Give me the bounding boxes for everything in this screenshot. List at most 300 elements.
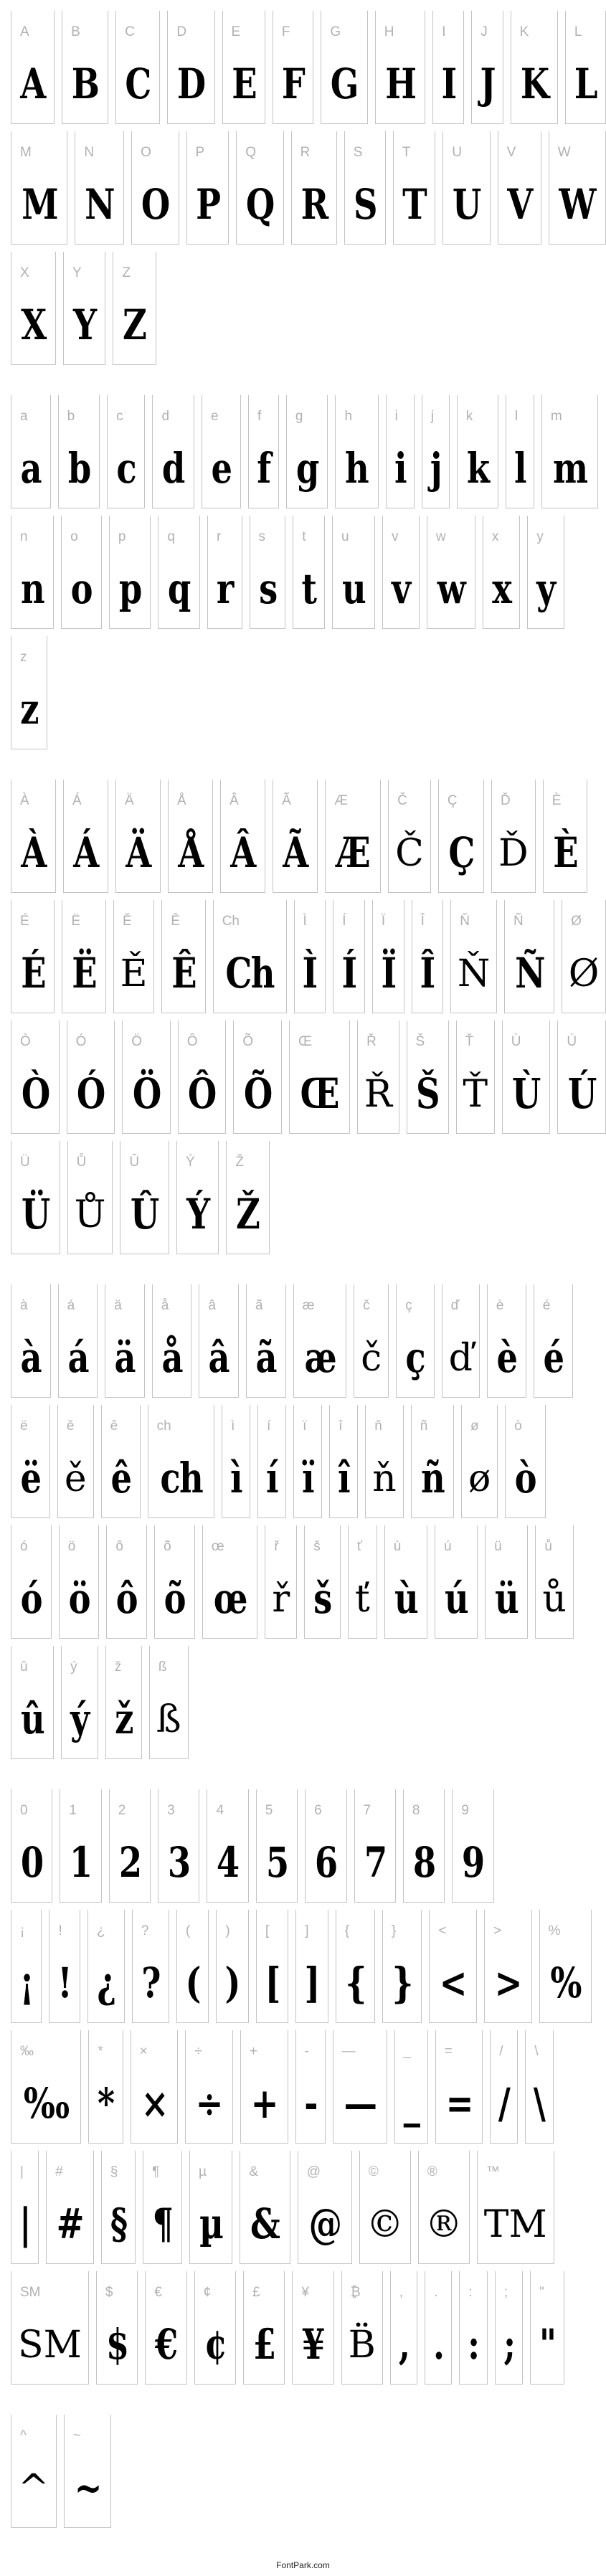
glyph-cell [11, 2271, 89, 2385]
glyph-label: 3 [167, 1803, 175, 1818]
glyph-sample: ó [20, 1574, 42, 1623]
glyph-sample: 0 [20, 1838, 43, 1887]
glyph-sample: ř [272, 1578, 290, 1621]
glyph-sample: U [453, 180, 480, 229]
glyph-cell [176, 1141, 219, 1254]
glyph-label: a [20, 409, 28, 424]
glyph-sample: / [498, 2079, 510, 2128]
glyph-sample: ) [224, 1959, 240, 2007]
glyph-cell [435, 1525, 478, 1639]
glyph-cell [565, 11, 606, 124]
glyph-sample: ^ [18, 2467, 49, 2510]
glyph-cell [11, 1525, 52, 1639]
glyph-label: 5 [265, 1803, 273, 1818]
glyph-cell [63, 780, 108, 893]
glyph-label: ë [20, 1419, 28, 1434]
glyph-cell [304, 1525, 341, 1639]
glyph-cell [429, 1910, 477, 2023]
glyph-sample: Á [73, 828, 98, 877]
glyph-cell [243, 2271, 285, 2385]
glyph-sample: { [345, 1959, 366, 2007]
glyph-cell [189, 2151, 232, 2264]
glyph-label: ; [503, 2285, 508, 2300]
glyph-label: Y [72, 265, 82, 280]
glyph-sample: u [342, 564, 366, 613]
glyph-sample: ÷ [195, 2079, 223, 2128]
glyph-cell [199, 1284, 239, 1398]
glyph-sample: ß [156, 1698, 181, 1741]
glyph-cell [58, 395, 100, 508]
glyph-label: < [438, 1923, 447, 1938]
glyph-cell [459, 2271, 487, 2385]
glyph-sample: § [110, 2199, 127, 2248]
glyph-cell [418, 2151, 470, 2264]
glyph-cell [295, 1910, 328, 2023]
glyph-label: æ [302, 1298, 315, 1313]
glyph-label: ø [470, 1419, 479, 1434]
glyph-sample: Š [416, 1069, 440, 1118]
glyph-label: % [548, 1923, 561, 1938]
glyph-sample: ( [185, 1959, 200, 2007]
glyph-label: p [118, 529, 126, 544]
glyph-cell [354, 1789, 396, 1903]
glyph-cell [487, 1284, 526, 1398]
glyph-cell [452, 1789, 493, 1903]
glyph-cell [293, 1405, 322, 1518]
glyph-label: ý [70, 1659, 77, 1675]
glyph-cell [11, 395, 51, 508]
glyph-sample: é [543, 1333, 564, 1382]
glyph-cell [61, 1646, 98, 1759]
glyph-cell [411, 1405, 454, 1518]
glyph-sample: ch [159, 1454, 202, 1502]
glyph-sample: ! [57, 1959, 72, 2007]
glyph-cell [293, 516, 325, 629]
glyph-sample: ? [141, 1959, 160, 2007]
glyph-label: c [116, 409, 123, 424]
glyph-cell [333, 900, 365, 1013]
glyph-label: µ [198, 2164, 207, 2179]
glyph-cell [154, 1525, 195, 1639]
glyph-cell [115, 780, 161, 893]
glyph-cell [120, 1141, 169, 1254]
glyph-sample: Ï [381, 949, 396, 998]
glyph-cell [471, 11, 503, 124]
glyph-label: w [435, 529, 446, 544]
glyph-sample: Ê [171, 949, 196, 998]
glyph-label: Ò [20, 1034, 31, 1049]
glyph-cell [109, 516, 151, 629]
glyph-sample: # [56, 2199, 84, 2248]
glyph-cell [246, 1284, 286, 1398]
glyph-cell [388, 780, 431, 893]
glyph-sample: H [384, 60, 416, 108]
glyph-label: C [125, 24, 135, 39]
glyph-cell [530, 2271, 564, 2385]
glyph-sample: n [21, 564, 44, 613]
glyph-sample: _ [403, 2079, 419, 2128]
glyph-sample: µ [199, 2199, 223, 2248]
glyph-cell [11, 1910, 42, 2023]
glyph-cell [11, 516, 54, 629]
glyph-sample: Ů [74, 1193, 106, 1236]
glyph-label: ß [158, 1659, 167, 1675]
glyph-cell [167, 11, 214, 124]
glyph-sample: C [125, 60, 151, 108]
glyph-label: Æ [334, 793, 349, 808]
glyph-sample: x [492, 564, 511, 613]
glyph-sample: Å [178, 828, 203, 877]
glyph-label: [ [265, 1923, 270, 1938]
glyph-cell [75, 131, 124, 245]
glyph-cell [256, 1910, 288, 2023]
glyph-label: í [267, 1419, 271, 1434]
glyph-cell [527, 516, 564, 629]
glyph-label: ¿ [96, 1923, 105, 1938]
glyph-cell [11, 2151, 39, 2264]
glyph-label: š [313, 1539, 321, 1554]
glyph-cell [435, 2030, 483, 2144]
glyph-cell [233, 1021, 282, 1134]
glyph-cell [11, 1789, 52, 1903]
glyph-sample: Q [246, 180, 274, 229]
glyph-sample: Õ [243, 1069, 272, 1118]
glyph-label: Í [342, 914, 346, 929]
glyph-sample: Ç [448, 828, 474, 877]
glyph-row [11, 1141, 606, 1254]
glyph-label: P [195, 145, 205, 160]
glyph-sample: à [20, 1333, 42, 1382]
glyph-cell [491, 780, 536, 893]
glyph-label: ~ [72, 2428, 81, 2443]
glyph-label: Ť [465, 1034, 474, 1049]
glyph-label: Q [245, 145, 257, 160]
glyph-label: ^ [20, 2428, 27, 2443]
glyph-cell [295, 2030, 326, 2144]
glyph-sample: Ù [512, 1069, 540, 1118]
glyph-sample: ě [64, 1457, 87, 1500]
glyph-sample: Ž [236, 1190, 260, 1239]
glyph-sample: ü [495, 1574, 519, 1623]
glyph-cell [11, 636, 47, 749]
glyph-label: à [20, 1298, 28, 1313]
glyph-label: n [20, 529, 28, 544]
glyph-cell [505, 1405, 546, 1518]
footer-brand: FontPark.com [276, 2560, 330, 2570]
glyph-label: € [154, 2285, 162, 2300]
glyph-label: — [341, 2044, 356, 2059]
glyph-label: Ä [125, 793, 134, 808]
glyph-sample: Ň [457, 952, 491, 995]
glyph-label: ď [450, 1298, 460, 1313]
glyph-sample: D [177, 60, 205, 108]
glyph-cell [11, 1021, 60, 1134]
glyph-sample: 2 [118, 1838, 141, 1887]
section-lowercase-basic [0, 395, 606, 749]
glyph-cell [62, 11, 108, 124]
glyph-label: © [368, 2164, 379, 2179]
glyph-label: ů [544, 1539, 552, 1554]
glyph-cell [87, 1910, 125, 2023]
glyph-cell [382, 1910, 422, 2023]
glyph-sample: g [295, 444, 318, 493]
glyph-label: > [493, 1923, 502, 1938]
glyph-label: è [496, 1298, 504, 1313]
glyph-label: ú [443, 1539, 452, 1554]
glyph-cell [101, 2151, 136, 2264]
glyph-sample: - [303, 2079, 317, 2128]
glyph-row [11, 1021, 606, 1134]
glyph-sample: 4 [217, 1838, 239, 1887]
glyph-label: { [344, 1923, 350, 1938]
glyph-row [11, 780, 606, 893]
glyph-cell [396, 1284, 434, 1398]
glyph-cell [49, 1910, 80, 2023]
glyph-label: Ê [171, 914, 180, 929]
glyph-label: Z [122, 265, 131, 280]
glyph-label: | [20, 2164, 24, 2179]
glyph-label: ž [114, 1659, 122, 1675]
glyph-row [11, 636, 606, 749]
glyph-label: J [480, 24, 488, 39]
glyph-cell [178, 1021, 227, 1134]
glyph-sample: Û [131, 1190, 159, 1239]
glyph-cell [543, 780, 587, 893]
glyph-sample: M [21, 180, 57, 229]
glyph-sample: T [402, 180, 427, 229]
glyph-cell [60, 1789, 101, 1903]
glyph-sample: Ã [283, 828, 308, 877]
glyph-cell [292, 2271, 333, 2385]
glyph-sample: f [257, 444, 270, 493]
glyph-label: Ř [366, 1034, 377, 1049]
glyph-sample: ã [255, 1333, 277, 1382]
glyph-label: Ó [75, 1034, 87, 1049]
glyph-row [11, 1910, 606, 2023]
glyph-label: Ø [571, 914, 582, 929]
glyph-cell [202, 395, 241, 508]
glyph-cell [393, 131, 435, 245]
glyph-sample: @ [308, 2199, 341, 2248]
glyph-sample: Ì [302, 949, 317, 998]
glyph-sample: m [552, 444, 587, 493]
glyph-label: ® [427, 2164, 437, 2179]
glyph-sample: i [394, 444, 406, 493]
glyph-sample: 8 [412, 1838, 435, 1887]
glyph-cell [88, 2030, 123, 2144]
glyph-sample: € [155, 2320, 177, 2369]
glyph-sample: ň [372, 1457, 397, 1500]
glyph-sample: X [21, 300, 46, 349]
glyph-cell [477, 2151, 554, 2264]
glyph-sample: h [345, 444, 369, 493]
glyph-cell [384, 1525, 427, 1639]
glyph-label: ñ [420, 1419, 428, 1434]
glyph-row [11, 2415, 606, 2528]
glyph-cell [161, 900, 205, 1013]
glyph-sample: S [353, 180, 377, 229]
glyph-label: Ù [511, 1034, 521, 1049]
glyph-sample: < [440, 1959, 467, 2007]
glyph-label: j [430, 409, 434, 424]
glyph-row [11, 1646, 606, 1759]
glyph-label: ¡ [20, 1923, 25, 1938]
glyph-cell [365, 1405, 404, 1518]
glyph-sample: 9 [462, 1838, 484, 1887]
glyph-row [11, 2151, 606, 2264]
glyph-cell [534, 1284, 573, 1398]
glyph-cell [202, 1525, 258, 1639]
section-lowercase-accented [0, 1284, 606, 1759]
glyph-sample: ¡ [19, 1959, 34, 2007]
glyph-cell [333, 2030, 387, 2144]
glyph-label: ť [356, 1539, 363, 1554]
glyph-row [11, 395, 606, 508]
glyph-label: U [452, 145, 462, 160]
glyph-sample: Ë [72, 949, 97, 998]
glyph-sample: È [552, 828, 577, 877]
glyph-sample: © [366, 2203, 404, 2246]
glyph-cell [11, 900, 55, 1013]
glyph-label: T [402, 145, 411, 160]
glyph-cell [64, 2415, 112, 2528]
glyph-cell [59, 1525, 100, 1639]
glyph-sample: è [496, 1333, 517, 1382]
glyph-sample: * [98, 2079, 114, 2128]
glyph-sample: ¿ [97, 1959, 115, 2007]
glyph-label: ? [141, 1923, 149, 1938]
glyph-cell [549, 131, 606, 245]
section-uppercase-accented [0, 780, 606, 1254]
glyph-label: ô [115, 1539, 123, 1554]
glyph-cell [143, 2151, 182, 2264]
glyph-label: 7 [363, 1803, 371, 1818]
glyph-label: Û [129, 1155, 140, 1170]
glyph-sample: E [231, 60, 256, 108]
glyph-label: ù [393, 1539, 402, 1554]
glyph-sample: > [494, 1959, 521, 2007]
glyph-sample: Ě [120, 952, 148, 995]
glyph-label: ì [231, 1419, 235, 1434]
glyph-cell [506, 395, 534, 508]
glyph-sample: + [250, 2079, 278, 2128]
glyph-cell [131, 2030, 179, 2144]
glyph-cell [105, 1646, 142, 1759]
glyph-sample: y [536, 564, 555, 613]
glyph-label: = [444, 2044, 453, 2059]
glyph-label: _ [403, 2044, 412, 2059]
glyph-label: É [20, 914, 29, 929]
glyph-sample: ¢ [204, 2320, 227, 2369]
glyph-sample: ž [114, 1695, 133, 1743]
glyph-label: $ [105, 2285, 113, 2300]
glyph-sample: â [208, 1333, 229, 1382]
glyph-sample: í [266, 1454, 278, 1502]
glyph-label: 9 [461, 1803, 469, 1818]
glyph-label: 6 [314, 1803, 322, 1818]
glyph-label: M [20, 145, 32, 160]
glyph-cell [256, 1789, 298, 1903]
glyph-label: Õ [242, 1034, 254, 1049]
glyph-cell [457, 395, 498, 508]
glyph-label: W [557, 145, 571, 160]
glyph-sample: Ø [568, 952, 600, 995]
glyph-sample: ñ [420, 1454, 444, 1502]
glyph-label: ™ [486, 2164, 500, 2179]
glyph-label: ¶ [152, 2164, 160, 2179]
glyph-cell [390, 2271, 417, 2385]
glyph-label: \ [534, 2044, 539, 2059]
glyph-cell [222, 11, 265, 124]
glyph-label: - [304, 2044, 309, 2059]
glyph-sample: ú [444, 1574, 468, 1623]
glyph-sample: 5 [265, 1838, 288, 1887]
glyph-label: / [499, 2044, 503, 2059]
glyph-cell [535, 1525, 574, 1639]
glyph-label: G [330, 24, 341, 39]
glyph-cell [293, 1284, 347, 1398]
glyph-sample: z [20, 685, 38, 734]
glyph-label: ï [303, 1419, 307, 1434]
glyph-cell [11, 1405, 50, 1518]
glyph-cell [432, 11, 464, 124]
glyph-cell [58, 1284, 98, 1398]
glyph-label: L [574, 24, 582, 39]
glyph-cell [236, 131, 283, 245]
glyph-label: Ď [501, 793, 511, 808]
glyph-label: & [249, 2164, 259, 2179]
glyph-label: A [20, 24, 29, 39]
glyph-sample: W [559, 180, 596, 229]
glyph-cell [240, 2151, 290, 2264]
glyph-label: Ch [222, 914, 240, 929]
glyph-label: : [468, 2285, 473, 2300]
glyph-cell [289, 1021, 350, 1134]
glyph-cell [291, 131, 337, 245]
glyph-sample: TM [483, 2203, 547, 2246]
glyph-sample: r [216, 564, 233, 613]
glyph-label: ě [66, 1419, 75, 1434]
glyph-sample: Ť [463, 1073, 488, 1116]
glyph-label: N [84, 145, 95, 160]
glyph-sample: A [20, 60, 45, 108]
glyph-label: " [539, 2285, 544, 2300]
glyph-label: E [231, 24, 241, 39]
glyph-sample: s [258, 564, 277, 613]
glyph-label: F [281, 24, 290, 39]
glyph-cell [511, 11, 558, 124]
glyph-cell [11, 2030, 81, 2144]
glyph-sample: \ [534, 2079, 545, 2128]
glyph-cell [450, 900, 497, 1013]
glyph-sample: ¶ [152, 2199, 173, 2248]
glyph-cell [96, 2271, 138, 2385]
glyph-sample: v [392, 564, 410, 613]
glyph-cell [109, 1789, 151, 1903]
glyph-row [11, 516, 606, 629]
glyph-label: B [71, 24, 80, 39]
glyph-sample: j [430, 444, 441, 493]
glyph-cell [294, 900, 326, 1013]
glyph-sample: Ú [567, 1069, 596, 1118]
glyph-sample: F [281, 60, 305, 108]
glyph-label: Ô [186, 1034, 198, 1049]
glyph-sample: × [141, 2079, 168, 2128]
glyph-cell [498, 131, 541, 245]
glyph-sample: Ü [21, 1190, 49, 1239]
glyph-sample: Ď [498, 832, 529, 875]
glyph-sample: æ [304, 1333, 336, 1382]
